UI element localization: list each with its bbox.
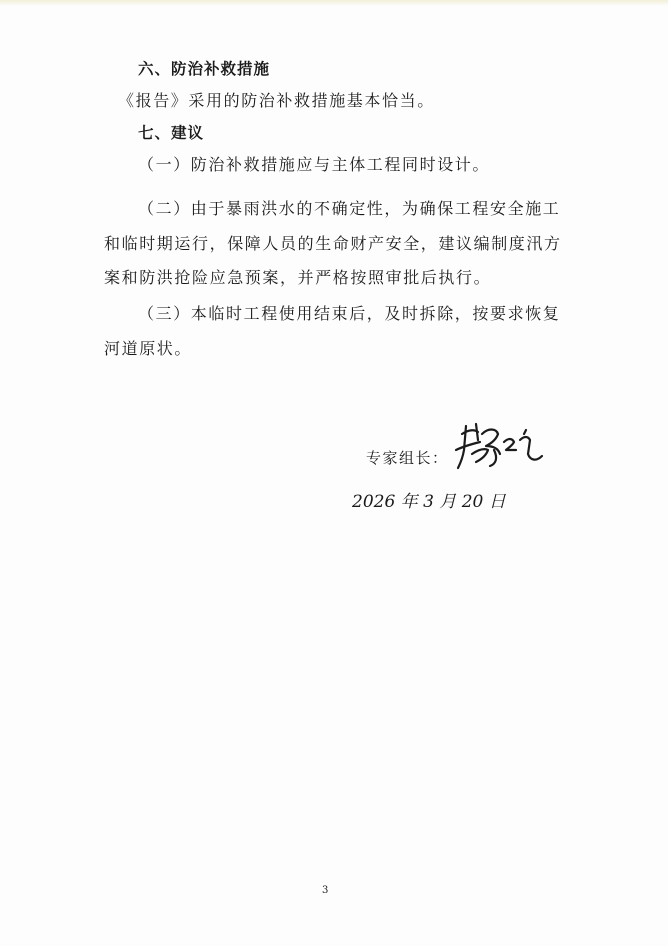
- recommendation-2-line-2: 和临时期运行，保障人员的生命财产安全，建议编制度汛方: [104, 234, 562, 253]
- handwritten-date: [352, 478, 522, 518]
- date-text: 2026 年 3 月 20 日: [352, 492, 506, 512]
- recommendation-2-line-1: （二）由于暴雨洪水的不确定性，为确保工程安全施工: [138, 199, 561, 218]
- section-6-title: 六、防治补救措施: [138, 60, 271, 78]
- recommendation-2-line-3: 案和防洪抢险应急预案，并严格按照审批后执行。: [104, 268, 492, 287]
- scan-edge: [0, 0, 668, 6]
- section-6-body: 《报告》采用的防治补救措施基本恰当。: [118, 91, 435, 110]
- recommendation-3-line-2: 河道原状。: [104, 339, 193, 358]
- page-number: 3: [322, 885, 329, 896]
- recommendation-3-line-1: （三）本临时工程使用结束后，及时拆除，按要求恢复: [138, 304, 561, 323]
- recommendation-1: （一）防治补救措施应与主体工程同时设计。: [138, 155, 491, 174]
- handwritten-signature: [452, 420, 548, 472]
- expert-leader-label: 专家组长：: [366, 449, 449, 467]
- section-7-title: 七、建议: [138, 124, 205, 142]
